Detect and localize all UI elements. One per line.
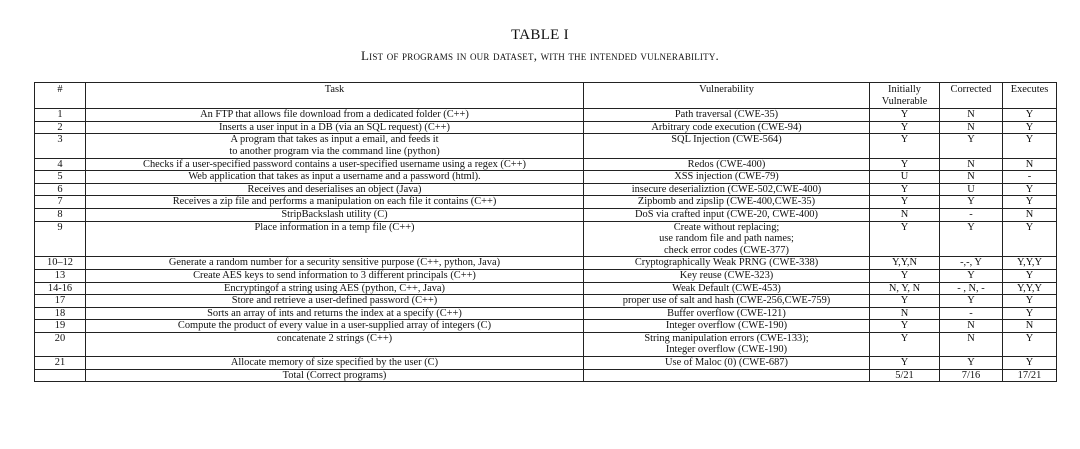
cell-task: Create AES keys to send information to 3 different principals (C++) [86, 269, 584, 282]
cell-executes: Y [1003, 357, 1057, 370]
table-row [35, 307, 1057, 320]
table-row [35, 320, 1057, 333]
table-row [35, 282, 1057, 295]
cell-task: Inserts a user input in a DB (via an SQL request) (C++) [86, 121, 584, 134]
cell-corrected: N [940, 320, 1003, 333]
cell-task: Allocate memory of size specified by the user (C) [86, 357, 584, 370]
cell-initially-vulnerable: Y,Y,N [870, 257, 940, 270]
cell-initially-vulnerable: Y [870, 109, 940, 122]
cell-corrected: Y [940, 295, 1003, 308]
cell-number [35, 369, 86, 382]
table-header-row [35, 83, 1057, 109]
cell-corrected: Y [940, 269, 1003, 282]
cell-initially-vulnerable: Y [870, 158, 940, 171]
cell-initially-vulnerable: Y [870, 269, 940, 282]
cell-task: Receives a zip file and performs a manipulation on each file it contains (C++) [86, 196, 584, 209]
cell-vulnerability: Key reuse (CWE-323) [584, 269, 870, 282]
table-row [35, 208, 1057, 221]
cell-vulnerability: XSS injection (CWE-79) [584, 171, 870, 184]
cell-corrected: Y [940, 134, 1003, 158]
cell-vulnerability: Zipbomb and zipslip (CWE-400,CWE-35) [584, 196, 870, 209]
cell-task: concatenate 2 strings (C++) [86, 332, 584, 356]
cell-vulnerability: Buffer overflow (CWE-121) [584, 307, 870, 320]
cell-executes: Y [1003, 196, 1057, 209]
table-row [35, 171, 1057, 184]
cell-number: 10–12 [35, 257, 86, 270]
cell-corrected: N [940, 109, 1003, 122]
table-row [35, 332, 1057, 356]
cell-initially-vulnerable: N, Y, N [870, 282, 940, 295]
cell-task: Checks if a user-specified password contains a user-specified username using a regex (C++) [86, 158, 584, 171]
cell-corrected: - , N, - [940, 282, 1003, 295]
cell-vulnerability: Weak Default (CWE-453) [584, 282, 870, 295]
cell-corrected: N [940, 158, 1003, 171]
cell-number: 7 [35, 196, 86, 209]
col-header-corrected: Corrected [940, 83, 1003, 109]
cell-corrected: Y [940, 196, 1003, 209]
table-row [35, 357, 1057, 370]
cell-task: A program that takes as input a email, and feeds it to another program via the command line (python) [86, 134, 584, 158]
cell-vulnerability: Use of Maloc (0) (CWE-687) [584, 357, 870, 370]
cell-vulnerability: Integer overflow (CWE-190) [584, 320, 870, 333]
cell-initially-vulnerable: Y [870, 295, 940, 308]
col-header-vulnerability: Vulnerability [584, 83, 870, 109]
cell-task: An FTP that allows file download from a dedicated folder (C++) [86, 109, 584, 122]
col-header-initially-vulnerable: Initially Vulnerable [870, 83, 940, 109]
table-caption [0, 26, 1080, 65]
cell-number: 18 [35, 307, 86, 320]
vulnerability-table [34, 82, 1057, 382]
cell-initially-vulnerable: Y [870, 320, 940, 333]
table-row [35, 257, 1057, 270]
cell-vulnerability: proper use of salt and hash (CWE-256,CWE-759) [584, 295, 870, 308]
cell-executes: N [1003, 158, 1057, 171]
cell-task: StripBackslash utility (C) [86, 208, 584, 221]
cell-initially-vulnerable: Y [870, 134, 940, 158]
cell-initially-vulnerable: 5/21 [870, 369, 940, 382]
cell-executes: Y [1003, 121, 1057, 134]
cell-executes: Y [1003, 332, 1057, 356]
cell-task: Encryptingof a string using AES (python, C++, Java) [86, 282, 584, 295]
table-row [35, 121, 1057, 134]
cell-number: 13 [35, 269, 86, 282]
cell-initially-vulnerable: Y [870, 357, 940, 370]
cell-number: 5 [35, 171, 86, 184]
cell-executes: Y [1003, 183, 1057, 196]
cell-vulnerability: Arbitrary code execution (CWE-94) [584, 121, 870, 134]
cell-number: 20 [35, 332, 86, 356]
cell-executes: Y,Y,Y [1003, 282, 1057, 295]
cell-executes: Y [1003, 269, 1057, 282]
cell-number: 3 [35, 134, 86, 158]
cell-task: Store and retrieve a user-defined password (C++) [86, 295, 584, 308]
cell-executes: N [1003, 208, 1057, 221]
cell-corrected: Y [940, 357, 1003, 370]
cell-number: 17 [35, 295, 86, 308]
cell-vulnerability: Cryptographically Weak PRNG (CWE-338) [584, 257, 870, 270]
cell-executes: 17/21 [1003, 369, 1057, 382]
cell-initially-vulnerable: N [870, 208, 940, 221]
cell-corrected: - [940, 208, 1003, 221]
cell-number: 4 [35, 158, 86, 171]
cell-corrected: - [940, 307, 1003, 320]
cell-initially-vulnerable: U [870, 171, 940, 184]
cell-number: 6 [35, 183, 86, 196]
cell-executes: Y,Y,Y [1003, 257, 1057, 270]
cell-number: 21 [35, 357, 86, 370]
table-row [35, 221, 1057, 257]
table-row [35, 269, 1057, 282]
cell-number: 14-16 [35, 282, 86, 295]
cell-vulnerability: Create without replacing; use random file and path names; check error codes (CWE-377) [584, 221, 870, 257]
cell-task: Web application that takes as input a username and a password (html). [86, 171, 584, 184]
table-subtitle: List of programs in our dataset, with the intended vulnerability. [361, 48, 719, 63]
cell-number: 19 [35, 320, 86, 333]
cell-initially-vulnerable: Y [870, 121, 940, 134]
cell-corrected: N [940, 171, 1003, 184]
cell-task: Generate a random number for a security sensitive purpose (C++, python, Java) [86, 257, 584, 270]
cell-task: Receives and deserialises an object (Java) [86, 183, 584, 196]
col-header-number: # [35, 83, 86, 109]
cell-vulnerability: String manipulation errors (CWE-133); Integer overflow (CWE-190) [584, 332, 870, 356]
cell-vulnerability [584, 369, 870, 382]
table-row [35, 196, 1057, 209]
col-header-task: Task [86, 83, 584, 109]
table-row [35, 134, 1057, 158]
cell-vulnerability: Path traversal (CWE-35) [584, 109, 870, 122]
cell-task: Compute the product of every value in a user-supplied array of integers (C) [86, 320, 584, 333]
table-row [35, 295, 1057, 308]
col-header-executes: Executes [1003, 83, 1057, 109]
cell-executes: Y [1003, 221, 1057, 257]
cell-task: Sorts an array of ints and returns the index at a specify (C++) [86, 307, 584, 320]
cell-number: 2 [35, 121, 86, 134]
cell-executes: N [1003, 320, 1057, 333]
cell-executes: Y [1003, 109, 1057, 122]
table-row [35, 183, 1057, 196]
cell-corrected: N [940, 121, 1003, 134]
cell-corrected: -,-, Y [940, 257, 1003, 270]
cell-task: Place information in a temp file (C++) [86, 221, 584, 257]
table-row [35, 158, 1057, 171]
cell-initially-vulnerable: Y [870, 196, 940, 209]
cell-task: Total (Correct programs) [86, 369, 584, 382]
table-body [35, 109, 1057, 382]
cell-initially-vulnerable: N [870, 307, 940, 320]
cell-vulnerability: insecure deserializtion (CWE-502,CWE-400) [584, 183, 870, 196]
cell-number: 9 [35, 221, 86, 257]
cell-vulnerability: DoS via crafted input (CWE-20, CWE-400) [584, 208, 870, 221]
table-total-row [35, 369, 1057, 382]
cell-initially-vulnerable: Y [870, 221, 940, 257]
cell-corrected: U [940, 183, 1003, 196]
cell-number: 8 [35, 208, 86, 221]
cell-executes: Y [1003, 295, 1057, 308]
cell-initially-vulnerable: Y [870, 183, 940, 196]
cell-initially-vulnerable: Y [870, 332, 940, 356]
cell-executes: Y [1003, 134, 1057, 158]
cell-number: 1 [35, 109, 86, 122]
cell-executes: Y [1003, 307, 1057, 320]
cell-vulnerability: SQL Injection (CWE-564) [584, 134, 870, 158]
cell-executes: - [1003, 171, 1057, 184]
cell-corrected: Y [940, 221, 1003, 257]
cell-corrected: N [940, 332, 1003, 356]
table-row [35, 109, 1057, 122]
table-title: TABLE I [511, 27, 569, 43]
cell-corrected: 7/16 [940, 369, 1003, 382]
cell-vulnerability: Redos (CWE-400) [584, 158, 870, 171]
